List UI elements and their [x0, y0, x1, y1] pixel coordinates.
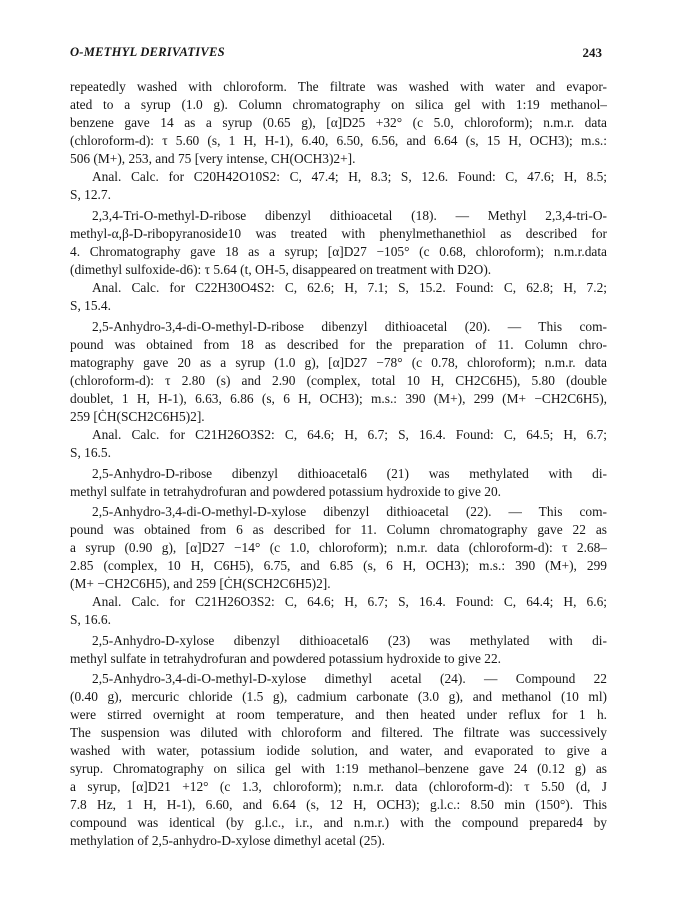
text-line: (dimethyl sulfoxide-d6): τ 5.64 (t, OH-5, disappeared on treatment with D2O).	[70, 262, 492, 277]
text-line: a syrup, [α]D21 +12° (c 1.3, chloroform); n.m.r. data (chloroform-d): τ 5.50 (d, J	[70, 779, 607, 794]
text-line: washed with water, potassium iodide solution, and water, and evaporated to give a	[70, 743, 607, 758]
text-line: ated to a syrup (1.0 g). Column chromatography on silica gel with 1:19 methanol–	[70, 97, 607, 112]
text-line: S, 16.6.	[70, 612, 111, 627]
text-line: Anal. Calc. for C22H30O4S2: C, 62.6; H, 7.1; S, 15.2. Found: C, 62.8; H, 7.2;	[92, 280, 607, 295]
text-line: 506 (M+), 253, and 75 [very intense, CH(OCH3)2+].	[70, 151, 356, 166]
text-line: 2,5-Anhydro-D-xylose dibenzyl dithioacetal6 (23) was methylated with di-	[92, 633, 607, 648]
text-line: repeatedly washed with chloroform. The filtrate was washed with water and evapor-	[70, 79, 607, 94]
text-line: 2,5-Anhydro-3,4-di-O-methyl-D-xylose dibenzyl dithioacetal (22). — This com-	[92, 504, 607, 519]
text-line: Anal. Calc. for C20H42O10S2: C, 47.4; H, 8.3; S, 12.6. Found: C, 47.6; H, 8.5;	[92, 169, 607, 184]
text-line: Anal. Calc. for C21H26O3S2: C, 64.6; H, 6.7; S, 16.4. Found: C, 64.5; H, 6.7;	[92, 427, 607, 442]
text-line: methyl-α,β-D-ribopyranoside10 was treated with phenylmethanethiol as described for	[70, 226, 607, 241]
text-line: methyl sulfate in tetrahydrofuran and powdered potassium hydroxide to give 22.	[70, 651, 501, 666]
text-line: a syrup (0.90 g), [α]D27 −14° (c 1.0, chloroform); n.m.r. data (chloroform-d): τ 2.68–	[70, 540, 607, 555]
running-head: O-METHYL DERIVATIVES	[70, 45, 225, 59]
text-line: 2.85 (complex, 10 H, C6H5), 6.75, and 6.85 (s, 6 H, OCH3); m.s.: 390 (M+), 299	[70, 558, 607, 573]
text-line: 2,5-Anhydro-3,4-di-O-methyl-D-xylose dimethyl acetal (24). — Compound 22	[92, 671, 607, 686]
text-line: S, 12.7.	[70, 187, 111, 202]
text-line: pound was obtained from 18 as described for the preparation of 11. Column chro-	[70, 337, 607, 352]
text-line: (chloroform-d): τ 5.60 (s, 1 H, H-1), 6.40, 6.50, 6.56, and 6.64 (s, 15 H, OCH3); m.s.:	[70, 133, 607, 148]
text-line: 2,5-Anhydro-D-ribose dibenzyl dithioacetal6 (21) was methylated with di-	[92, 466, 607, 481]
text-line: methyl sulfate in tetrahydrofuran and powdered potassium hydroxide to give 20.	[70, 484, 501, 499]
text-line: Anal. Calc. for C21H26O3S2: C, 64.6; H, 6.7; S, 16.4. Found: C, 64.4; H, 6.6;	[92, 594, 607, 609]
text-line: 2,3,4-Tri-O-methyl-D-ribose dibenzyl dithioacetal (18). — Methyl 2,3,4-tri-O-	[92, 208, 607, 223]
text-line: (M+ −CH2C6H5), and 259 [ĊH(SCH2C6H5)2].	[70, 576, 331, 591]
text-line: methylation of 2,5-anhydro-D-xylose dimethyl acetal (25).	[70, 833, 385, 848]
text-line: benzene gave 14 as a syrup (0.65 g), [α]D25 +32° (c 5.0, chloroform); n.m.r. data	[70, 115, 607, 130]
text-line: 7.8 Hz, 1 H, H-1), 6.60, and 6.64 (s, 12 H, OCH3); g.l.c.: 8.50 min (150°). This	[70, 797, 607, 812]
page-number: 243	[582, 45, 602, 60]
text-line: (chloroform-d): τ 2.80 (s) and 2.90 (complex, total 10 H, CH2C6H5), 5.80 (double	[70, 373, 607, 388]
text-line: were stirred overnight at room temperature, and then heated under reflux for 1 h.	[70, 707, 607, 722]
text-line: pound was obtained from 6 as described for 11. Column chromatography gave 22 as	[70, 522, 607, 537]
text-line: 4. Chromatography gave 18 as a syrup; [α]D27 −105° (c 0.68, chloroform); n.m.r.data	[70, 244, 607, 259]
text-line: (0.40 g), mercuric chloride (1.5 g), cadmium carbonate (3.0 g), and methanol (10 ml)	[70, 689, 607, 704]
text-line: S, 15.4.	[70, 298, 111, 313]
text-line: doublet, 1 H, H-1), 6.63, 6.86 (s, 6 H, OCH3); m.s.: 390 (M+), 299 (M+ −CH2C6H5),	[70, 391, 607, 406]
text-line: 259 [ĊH(SCH2C6H5)2].	[70, 409, 205, 424]
text-line: compound was identical (by g.l.c., i.r., and n.m.r.) with the compound prepared4 by	[70, 815, 607, 830]
text-line: syrup. Chromatography on silica gel with 1:19 methanol–benzene gave 24 (0.12 g) as	[70, 761, 607, 776]
text-line: S, 16.5.	[70, 445, 111, 460]
text-line: 2,5-Anhydro-3,4-di-O-methyl-D-ribose dibenzyl dithioacetal (20). — This com-	[92, 319, 607, 334]
text-line: The suspension was diluted with chloroform and filtered. The filtrate was successively	[70, 725, 607, 740]
text-line: matography gave 20 as a syrup (1.0 g), [α]D27 −78° (c 0.78, chloroform); n.m.r. data	[70, 355, 607, 370]
